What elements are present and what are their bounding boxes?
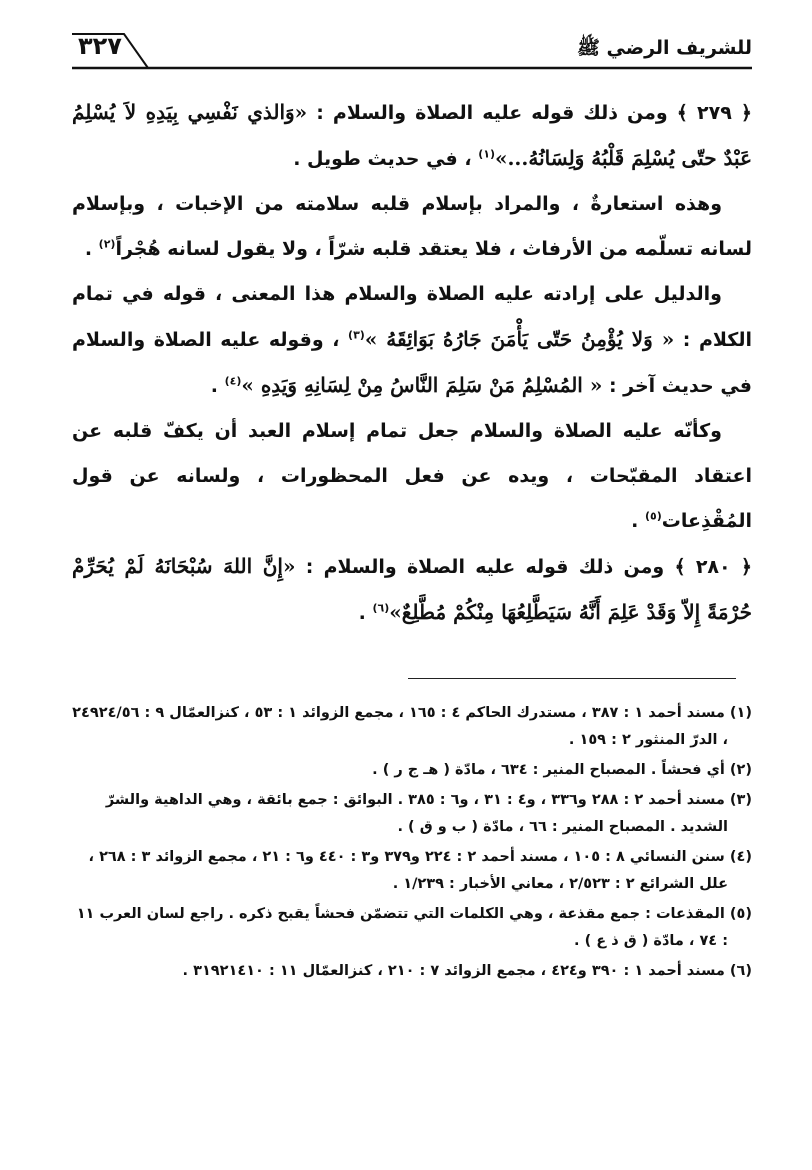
paragraph-end: . (84, 238, 99, 260)
footnote: (٢) أي فحشاً . المصباح المنير : ٦٣٤ ، مادّة ( هـ ج ر ) . (372, 762, 752, 778)
entry-tail: . (358, 602, 373, 624)
footnote-ref: (٣) (348, 328, 365, 342)
entry-279 (72, 90, 752, 182)
entry-number: ﴿ ٢٨٠ ﴾ (674, 556, 752, 578)
entry-number: ﴿ ٢٧٩ ﴾ (676, 102, 753, 124)
footnote: (٣) مسند أحمد ٢ : ٢٨٨ و٣٣٦ ، و٤ : ٣١ ، و٦ : ٣٨٥ . البوائق : جمع بائقة ، وهي الداهية والشرّ الشديد . المصباح المنير : ٦٦ ، مادّة ( ب و ق ) . (105, 792, 752, 835)
hadith-quote: « وَلا يُؤْمِنُ حَتّى يَأْمَنَ جَارُهُ بَوَائِقَهُ » (364, 327, 675, 351)
paragraph-text: وهذه استعارةٌ ، والمراد بإسلام قلبه سلامته من الإخبات ، وبإسلام لسانه تسلّمه من الأرفاث ، فلا يعتقد قلبه شرّاً ، ولا يقول لسانه هُجْراً (72, 193, 752, 260)
footnote: (٦) مسند أحمد ١ : ٣٩٠ و٤٢٤ ، مجمع الزوائد ٧ : ٢١٠ ، كنزالعمّال ١١ : ٣١٩٢١٤١٠ . (182, 963, 752, 979)
hadith-quote: « المُسْلِمُ مَنْ سَلِمَ النَّاسُ مِنْ لِسَانِهِ وَيَدِهِ » (241, 373, 603, 397)
page-number: ٣٢٧ (78, 32, 122, 60)
paragraph-text: ، وقوله عليه الصلاة والسلام في حديث آخر : (72, 329, 752, 397)
main-text (72, 90, 752, 636)
footnote-ref: (٥) (644, 509, 662, 523)
commentary-paragraph (72, 409, 752, 544)
paragraph-end: . (631, 510, 645, 532)
footnote: (٤) سنن النسائي ٨ : ١٠٥ ، مسند أحمد ٢ : ٢٢٤ و٣٧٩ و٣ : ٤٤٠ و٦ : ٢١ ، مجمع الزوائد ٣ : ٢٦٨ ، علل الشرائع ٢ : ٢/٥٢٣ ، معاني الأخبار : ١/٢٣٩ . (88, 849, 752, 892)
footnotes (72, 700, 752, 988)
entry-tail: ، في حديث طويل . (293, 148, 479, 170)
entry-intro: ومن ذلك قوله عليه الصلاة والسلام : (307, 102, 677, 124)
footnote-ref: (١) (478, 147, 495, 161)
commentary-paragraph (72, 182, 752, 272)
commentary-paragraph (72, 272, 752, 409)
hadith-quote: «وَالذي نَفْسِي بِيَدِهِ لاَ يُسْلِمُ عَبْدٌ حتّى يُسْلِمَ قَلْبُهُ وَلِسَانُهُ...» (72, 100, 752, 170)
entry-intro: ومن ذلك قوله عليه الصلاة والسلام : (295, 556, 675, 578)
paragraph-text: وكأنّه عليه الصلاة والسلام جعل تمام إسلام العبد أن يكفّ قلبه عن اعتقاد المقبّحات ، ويده عن فعل المحظورات ، ولسانه عن قول المُقْذِعات (72, 420, 752, 532)
entry-280 (72, 544, 752, 636)
paragraph-end: . (210, 375, 225, 397)
footnote-ref: (٢) (98, 237, 116, 251)
footnote-divider (408, 678, 736, 679)
footnote: (١) مسند أحمد ١ : ٣٨٧ ، مستدرك الحاكم ٤ : ١٦٥ ، مجمع الزوائد ١ : ٥٣ ، كنزالعمّال ٩ : ٢٤٩٢٤/٥٦ ، الدرّ المنثور ٢ : ١٥٩ . (72, 705, 752, 748)
footnote: (٥) المقذعات : جمع مقذعة ، وهي الكلمات التي تتضمّن فحشاً يقبح ذكره . راجع لسان العرب ١١ : ٧٤ ، مادّة ( ق ذ ع ) . (76, 906, 752, 949)
hadith-quote: «إِنَّ اللهَ سُبْحَانَهُ لَمْ يُحَرِّمْ حُرْمَةً إِلاّ وَقَدْ عَلِمَ أَنَّهُ سَيَطَّلِعُهَا مِنْكُمْ مُطَّلِعٌ» (72, 554, 752, 624)
footnote-ref: (٦) (372, 601, 390, 615)
paragraph-text: والدليل على إرادته عليه الصلاة والسلام هذا المعنى ، قوله في تمام الكلام : (72, 283, 752, 351)
footnote-ref: (٤) (224, 374, 242, 388)
running-title: للشريف الرضي ﷺ (576, 37, 752, 59)
